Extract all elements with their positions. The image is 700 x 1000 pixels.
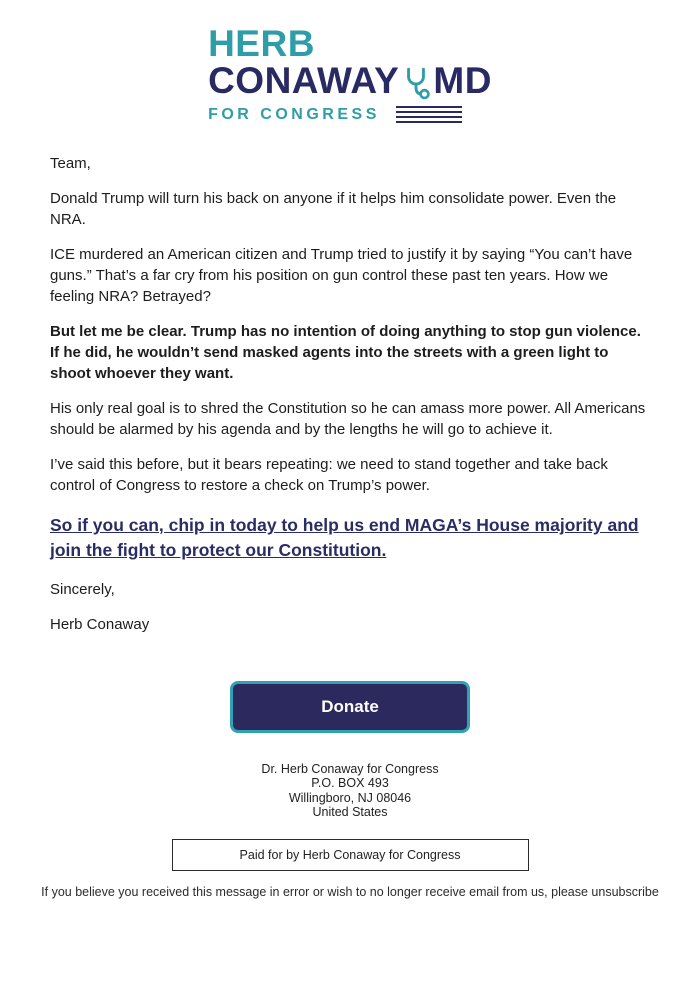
stethoscope-icon bbox=[401, 66, 431, 100]
logo-tagline-row bbox=[208, 106, 492, 124]
logo-last-name-row bbox=[208, 62, 492, 101]
paragraph-1: Donald Trump will turn his back on anyone if it helps him consolidate power. Even the NRA. bbox=[50, 189, 617, 228]
unsubscribe-prefix: If you believe you received this message in error or wish to no longer receive email from us, please bbox=[41, 884, 592, 899]
address-line-po-box: P.O. BOX 493 bbox=[311, 776, 389, 791]
address-line-committee: Dr. Herb Conaway for Congress bbox=[261, 761, 439, 776]
paid-for-disclaimer-text: Paid for by Herb Conaway for Congress bbox=[239, 847, 461, 862]
logo-stripes bbox=[396, 106, 462, 123]
paragraph-2: ICE murdered an American citizen and Trump tried to justify it by saying “You can’t have guns.” That’s a far cry from his position on gun control these past ten years. How we feeling NRA? Betrayed? bbox=[50, 245, 633, 305]
address-line-city: Willingboro, NJ 08046 bbox=[288, 790, 412, 805]
unsubscribe-line bbox=[0, 885, 700, 899]
donate-row bbox=[0, 681, 700, 733]
chip-in-paragraph bbox=[50, 513, 650, 563]
donate-button[interactable]: Donate bbox=[230, 681, 470, 733]
paragraph-4: I’ve said this before, but it bears repeating: we need to stand together and take back control of Congress to restore a check on Trump’s power. bbox=[50, 455, 608, 494]
logo-for-congress: FOR CONGRESS bbox=[208, 105, 380, 123]
campaign-address bbox=[0, 762, 700, 820]
letter-content bbox=[0, 124, 700, 635]
signoff: Sincerely, bbox=[50, 580, 115, 598]
campaign-logo bbox=[208, 25, 492, 124]
paragraph-3: His only real goal is to shred the Constitution so he can amass more power. All Americans should be alarmed by his agenda and by the lengths he will go to achieve it. bbox=[50, 399, 646, 438]
greeting: Team, bbox=[50, 154, 91, 172]
logo-last-name: CONAWAY bbox=[208, 60, 400, 101]
unsubscribe-link[interactable]: unsubscribe bbox=[591, 884, 659, 899]
paid-for-disclaimer-box bbox=[172, 839, 529, 871]
logo-md: MD bbox=[433, 60, 492, 101]
signature: Herb Conaway bbox=[50, 615, 150, 633]
chip-in-link[interactable]: So if you can, chip in today to help us end MAGA’s House majority and join the fight to protect our Constitution. bbox=[50, 514, 639, 560]
logo-first-name: HERB bbox=[208, 23, 315, 64]
paragraph-bold: But let me be clear. Trump has no intention of doing anything to stop gun violence. If he did, he wouldn’t send masked agents into the streets with a green light to shoot whoever they want. bbox=[50, 322, 641, 382]
address-line-country: United States bbox=[312, 805, 388, 820]
